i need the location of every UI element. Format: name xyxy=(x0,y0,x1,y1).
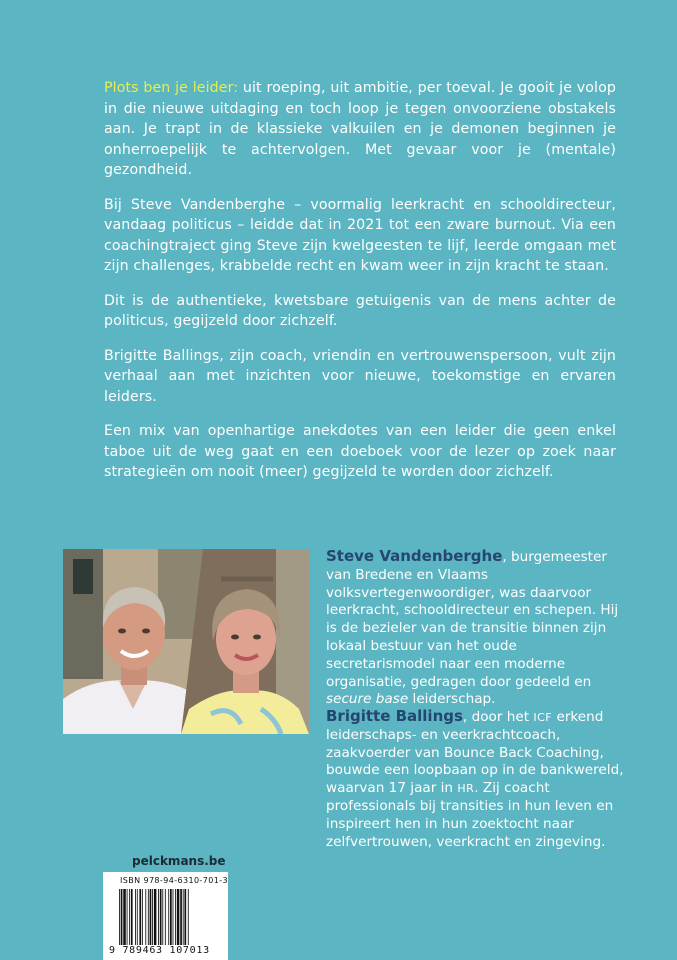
isbn-barcode-box xyxy=(103,872,228,960)
publisher-url: pelckmans.be xyxy=(132,854,226,868)
abbr-icf: ICF xyxy=(533,711,553,724)
blurb-paragraph-1 xyxy=(104,78,616,181)
barcode-digits: 9 789463 107013 xyxy=(109,945,210,956)
bio-brigitte-ballings xyxy=(326,708,626,851)
portrait-brigitte-ballings xyxy=(181,549,309,734)
abbr-hr: HR xyxy=(457,782,475,796)
bio-text: , door het xyxy=(462,709,534,725)
bio-text-end: leiderschap. xyxy=(408,691,496,708)
blurb-paragraph-4: Brigitte Ballings, zijn coach, vriendin en vertrouwenspersoon, vult zijn verhaal aan met inzichten voor nieuwe, toekomstige en ervaren leiders. xyxy=(104,347,616,405)
blurb-paragraph-3: Dit is de authentieke, kwetsbare getuigenis van de mens achter de politicus, gegijzeld door zichzelf. xyxy=(104,292,616,329)
blurb-paragraph-1-text: uit roeping, uit ambitie, per toeval. Je gooit je volop in die nieuwe uitdaging en toch loop je tegen onvoorziene obstakels aan. Je trapt in de klassieke valkuilen en je demonen beginnen je onherroepelijk te achtervolgen. Met gevaar voor je (mentale) gezondheid. xyxy=(104,80,616,178)
blurb-highlight: Plots ben je leider: xyxy=(104,80,239,96)
blurb-paragraph-2: Bij Steve Vandenberghe – voormalig leerkracht en schooldirecteur, vandaag politicus – leidde dat in 2021 tot een zware burnout. Via een coachingtraject ging Steve zijn kwelgeesten te lijf, leerde omgaan met zijn challenges, krabbelde recht en kwam weer in zijn kracht te staan. xyxy=(104,196,616,274)
isbn-label: ISBN 978-94-6310-701-3 xyxy=(120,876,228,885)
bio-italic: secure base xyxy=(326,691,409,708)
back-cover-blurb xyxy=(104,78,616,497)
barcode xyxy=(119,889,213,945)
bio-steve-vandenberghe xyxy=(326,548,626,709)
blurb-paragraph-5: Een mix van openhartige anekdotes van een leider die geen enkel taboe uit de weg gaat en een doeboek voor de lezer op zoek naar strategieën om nooit (meer) gegijzeld te worden door zichzelf. xyxy=(104,423,616,480)
bio-name: Steve Vandenberghe xyxy=(326,547,503,565)
bio-text: , burgemeester van Bredene en Vlaams volksvertegenwoordiger, was daarvoor leerkracht, schooldirecteur en schepen. Hij is de bezieler van de transitie binnen zijn lokaal bestuur van het oude secretarismodel naar een moderne organisatie, gedragen door gedeeld en xyxy=(326,549,619,690)
bio-text-end: . Zij coacht professionals bij transities in hun leven en inspireert hen in hun zoektocht naar zelfvertrouwen, veerkracht en zingeving. xyxy=(326,780,614,850)
bio-name: Brigitte Ballings xyxy=(326,707,463,725)
bio-text-mid: erkend leiderschaps- en veerkrachtcoach, zaakvoerder van Bounce Back Coaching, bouwde een loopbaan op in de bankwereld, waarvan 17 jaar in xyxy=(326,709,624,797)
